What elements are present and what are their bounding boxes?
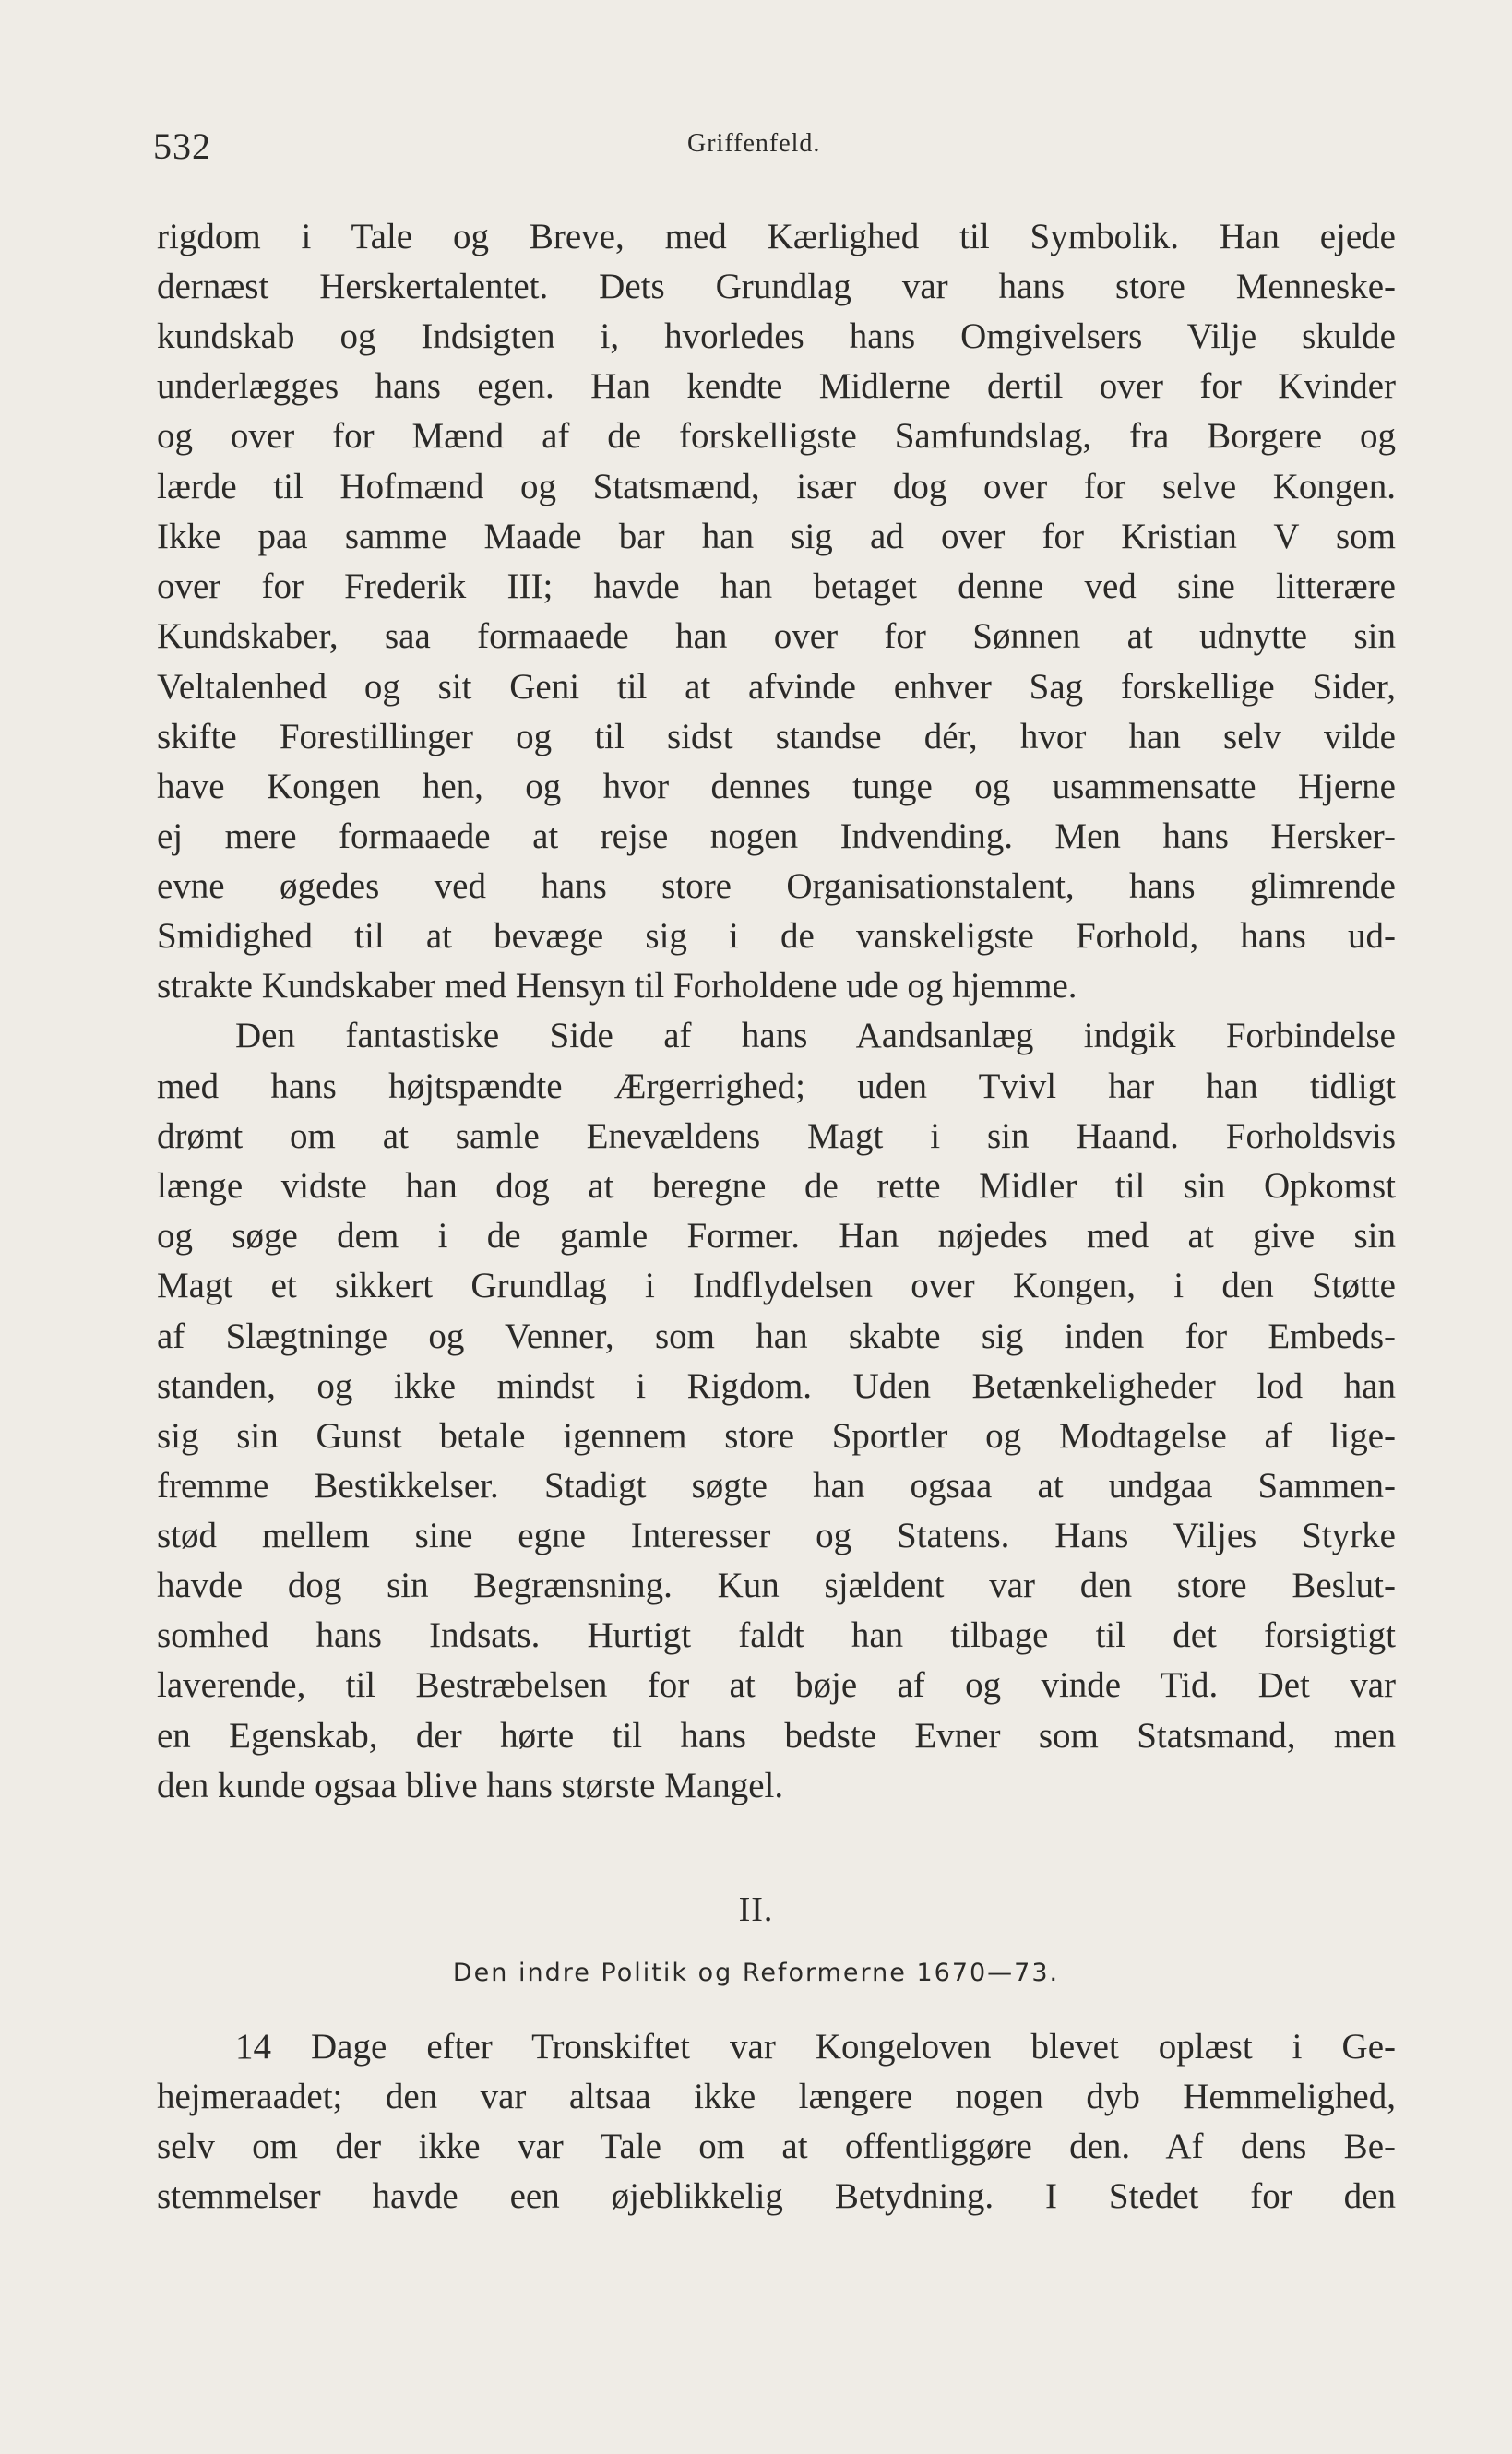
section-numeral: II. bbox=[738, 1890, 774, 1929]
text-line: standen, og ikke mindst i Rigdom. Uden Betænkeligheder lod han bbox=[157, 1366, 1396, 1406]
text-line: somhed hans Indsats. Hurtigt faldt han tilbage til det forsigtigt bbox=[157, 1615, 1396, 1655]
text-line: Kundskaber, saa formaaede han over for Sønnen at udnytte sin bbox=[157, 616, 1396, 656]
text-line: evne øgedes ved hans store Organisationstalent, hans glimrende bbox=[157, 866, 1396, 906]
text-line: fremme Bestikkelser. Stadigt søgte han ogsaa at undgaa Sammen- bbox=[157, 1466, 1396, 1506]
text-line: skifte Forestillinger og til sidst standse dér, hvor han selv vilde bbox=[157, 717, 1396, 756]
text-line: længe vidste han dog at beregne de rette Midler til sin Opkomst bbox=[157, 1166, 1396, 1206]
text-line: have Kongen hen, og hvor dennes tunge og usammensatte Hjerne bbox=[157, 767, 1396, 806]
text-line: med hans højtspændte Ærgerrighed; uden Tvivl har han tidligt bbox=[157, 1066, 1396, 1106]
text-line: drømt om at samle Enevældens Magt i sin Haand. Forholdsvis bbox=[157, 1116, 1396, 1156]
text-line: og søge dem i de gamle Former. Han nøjedes med at give sin bbox=[157, 1216, 1396, 1256]
text-line: Smidighed til at bevæge sig i de vanskeligste Forhold, hans ud- bbox=[157, 916, 1396, 956]
text-line: over for Frederik III; havde han betaget denne ved sine litterære bbox=[157, 566, 1396, 606]
text-line: af Slægtninge og Venner, som han skabte sig inden for Embeds- bbox=[157, 1316, 1396, 1356]
running-head: Griffenfeld. bbox=[687, 129, 821, 158]
text-line: Magt et sikkert Grundlag i Indflydelsen over Kongen, i den Støtte bbox=[157, 1266, 1396, 1305]
text-line: Veltalenhed og sit Geni til at afvinde enhver Sag forskellige Sider, bbox=[157, 667, 1396, 707]
text-line: selv om der ikke var Tale om at offentliggøre den. Af dens Be- bbox=[157, 2126, 1396, 2166]
text-line: 14 Dage efter Tronskiftet var Kongeloven blevet oplæst i Ge- bbox=[235, 2027, 1396, 2067]
text-line: kundskab og Indsigten i, hvorledes hans Omgivelsers Vilje skulde bbox=[157, 316, 1396, 356]
text-line: Ikke paa samme Maade bar han sig ad over for Kristian V som bbox=[157, 517, 1396, 556]
text-line: stød mellem sine egne Interesser og Statens. Hans Viljes Styrke bbox=[157, 1516, 1396, 1555]
section-title: Den indre Politik og Reformerne 1670—73. bbox=[452, 1959, 1060, 1987]
text-line: hejmeraadet; den var altsaa ikke længere nogen dyb Hemmelighed, bbox=[157, 2077, 1396, 2116]
text-line: og over for Mænd af de forskelligste Samfundslag, fra Borgere og bbox=[157, 416, 1396, 456]
text-line: underlægges hans egen. Han kendte Midlerne dertil over for Kvinder bbox=[157, 366, 1396, 406]
page-number: 532 bbox=[153, 125, 211, 167]
text-line: stemmelser havde een øjeblikkelig Betydning. I Stedet for den bbox=[157, 2176, 1396, 2216]
text-line: strakte Kundskaber med Hensyn til Forholdene ude og hjemme. bbox=[157, 966, 1077, 1006]
text-line: havde dog sin Begrænsning. Kun sjældent var den store Beslut- bbox=[157, 1566, 1396, 1605]
text-line: den kunde ogsaa blive hans største Mangel. bbox=[157, 1766, 784, 1805]
text-line: Den fantastiske Side af hans Aandsanlæg indgik Forbindelse bbox=[235, 1016, 1396, 1055]
text-line: dernæst Herskertalentet. Dets Grundlag var hans store Menneske- bbox=[157, 267, 1396, 306]
text-line: sig sin Gunst betale igennem store Sportler og Modtagelse af lige- bbox=[157, 1416, 1396, 1456]
text-line: laverende, til Bestræbelsen for at bøje af og vinde Tid. Det var bbox=[157, 1665, 1396, 1705]
text-line: rigdom i Tale og Breve, med Kærlighed til Symbolik. Han ejede bbox=[157, 217, 1396, 256]
text-line: lærde til Hofmænd og Statsmænd, især dog over for selve Kongen. bbox=[157, 467, 1396, 506]
text-line: ej mere formaaede at rejse nogen Indvending. Men hans Hersker- bbox=[157, 816, 1396, 856]
text-line: en Egenskab, der hørte til hans bedste Evner som Statsmand, men bbox=[157, 1716, 1396, 1756]
